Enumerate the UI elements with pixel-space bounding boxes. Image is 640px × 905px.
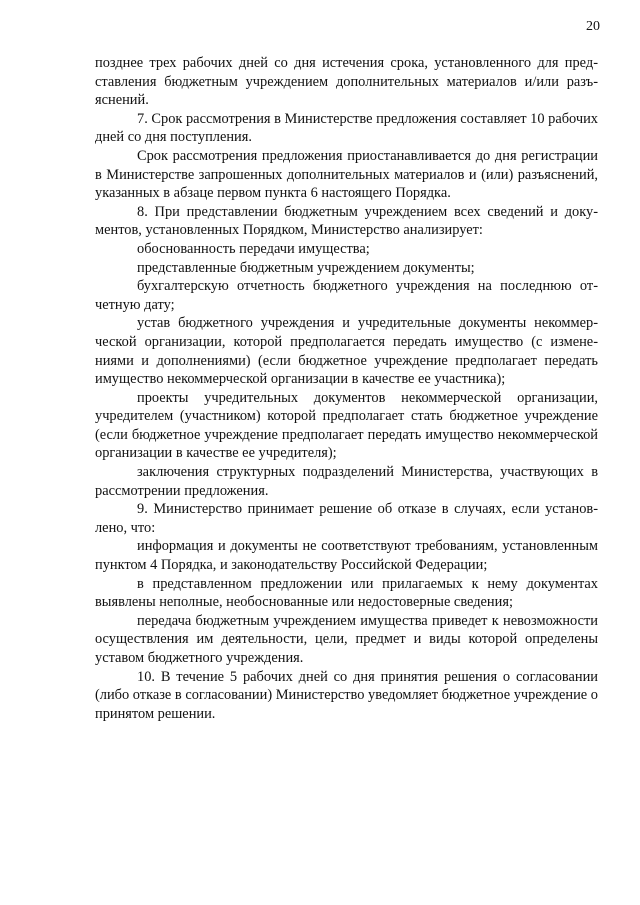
paragraph-item-10: 10. В течение 5 рабочих дней со дня принятия решения о согласовании (либо отказе в согласовании) Министерство уведомляет бюджетное учреждение о принятом решении. bbox=[95, 668, 598, 722]
paragraph-review-suspension: Срок рассмотрения предложения приостанавливается до дня регистрации в Министерстве запрошенных дополнительных материалов и (или) разъяснений, указанных в абзаце первом пункта 6 настоящего Порядка. bbox=[95, 147, 598, 202]
list-item: представленные бюджетным учреждением документы; bbox=[137, 259, 475, 276]
page-number: 20 bbox=[586, 19, 600, 34]
list-item: устав бюджетного учреждения и учредительные документы некоммерческой организации, которой предполагается передать имущество (с изменениями и дополнениями) (если бюджетное учреждение предполагает передать имущество некоммерческой организации в качестве ее участника); bbox=[95, 315, 598, 388]
list-item: обоснованность передачи имущества; bbox=[137, 240, 370, 257]
list-item: заключения структурных подразделений Министерства, участвующих в рассмотрении предложения. bbox=[95, 464, 598, 499]
list-item: передача бюджетным учреждением имущества приведет к невозможности осуществления им деятельности, цели, предмет и виды которой определены уставом бюджетного учреждения. bbox=[95, 612, 598, 666]
list-item: проекты учредительных документов некоммерческой организации, учредителем (участником) которой предполагает стать бюджетное учреждение (если бюджетное учреждение предполагает передать имущество некоммерческой организации в качестве ее учредителя); bbox=[95, 389, 598, 462]
list-item: в представленном предложении или прилагаемых к нему документах выявлены неполные, необоснованные или недостоверные сведения; bbox=[95, 575, 598, 611]
paragraph-item-7: 7. Срок рассмотрения в Министерстве предложения составляет 10 рабочих дней со дня поступления. bbox=[95, 110, 598, 146]
list-item: информация и документы не соответствуют требованиям, установленным пунктом 4 Порядка, и законодательству Российской Федерации; bbox=[95, 538, 598, 574]
paragraph-item-8: 8. При представлении бюджетным учреждением всех сведений и документов, установленных Порядком, Министерство анализирует: bbox=[95, 203, 598, 239]
list-item: бухгалтерскую отчетность бюджетного учреждения на последнюю отчетную дату; bbox=[95, 278, 598, 313]
document-body bbox=[95, 54, 598, 723]
paragraph-item-9: 9. Министерство принимает решение об отказе в случаях, если установлено, что: bbox=[95, 501, 598, 536]
paragraph-continuation: позднее трех рабочих дней со дня истечения срока, установленного для представления бюджетным учреждением дополнительных материалов и/или разъяснений. bbox=[95, 55, 598, 109]
